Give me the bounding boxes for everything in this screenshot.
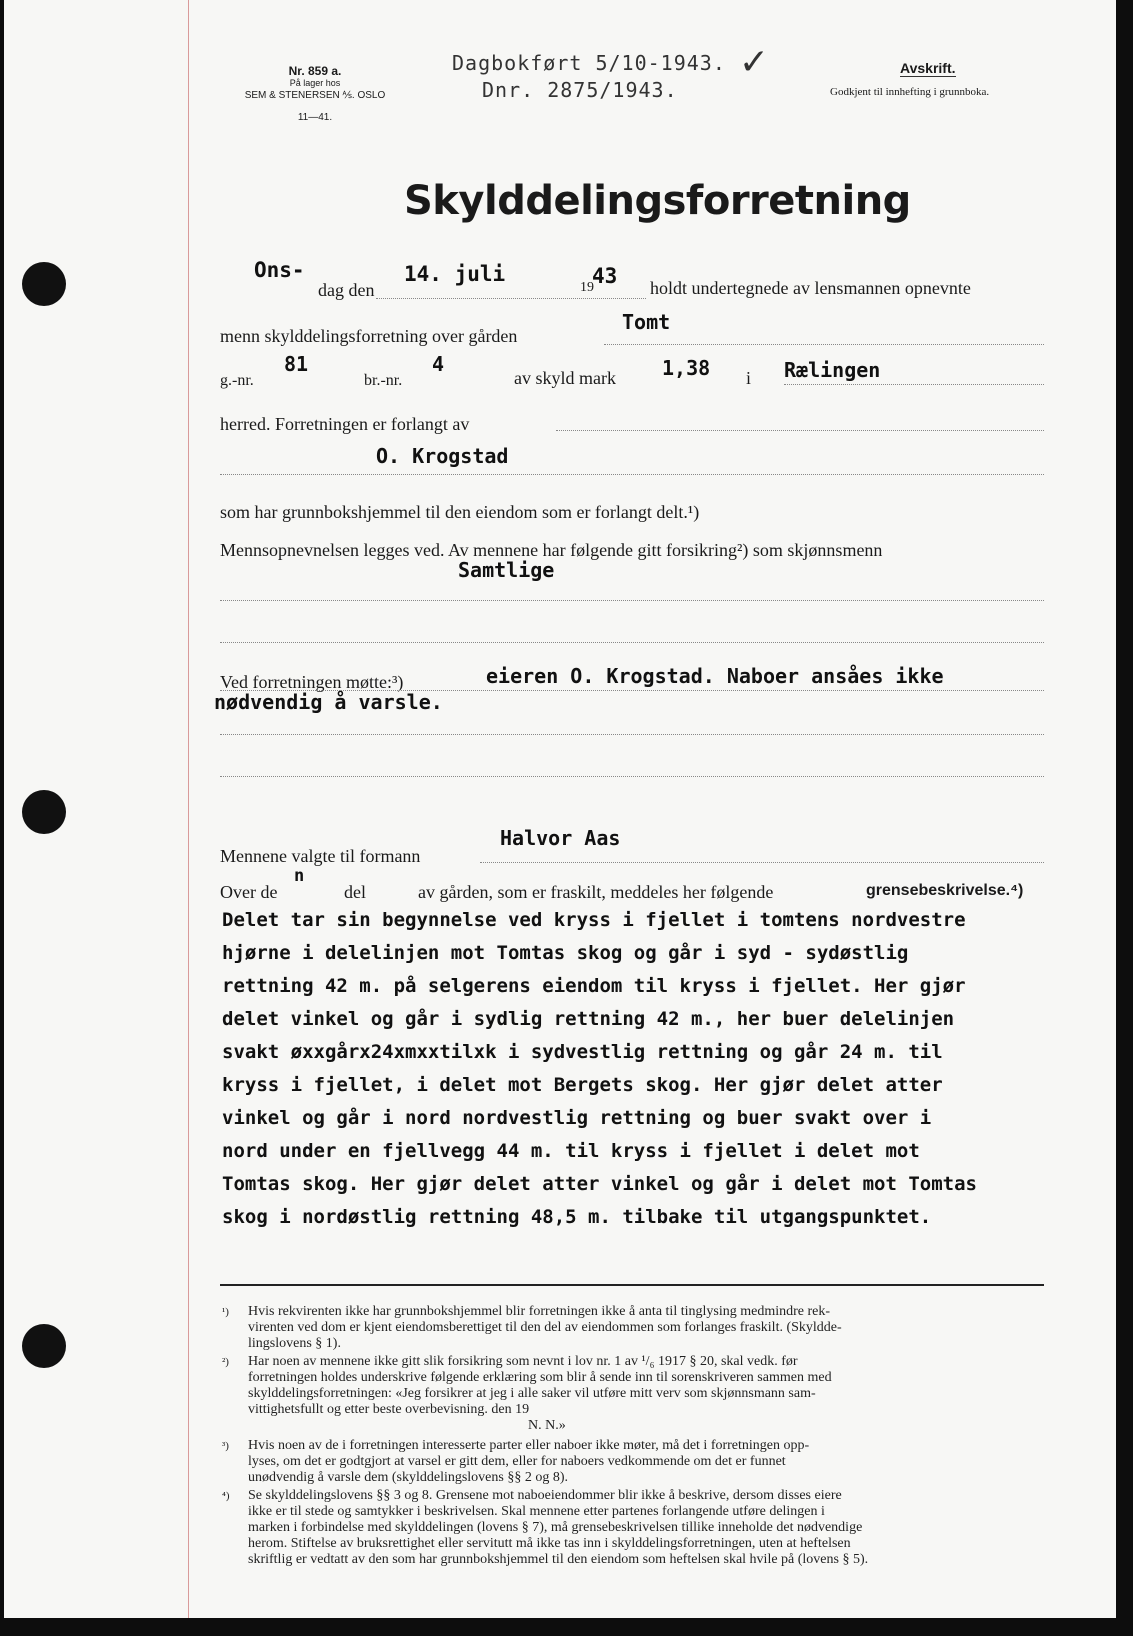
- footnote-line: Se skylddelingslovens §§ 3 og 8. Grensene mot naboeiendommer blir ikke å beskrive, dersom disses eiere: [248, 1488, 842, 1503]
- footnote-line: lyses, om det er godtgjort at varsel er gitt dem, eller for naboers vedkommende om det er funnet: [248, 1454, 786, 1469]
- fill-line: [220, 642, 1044, 643]
- held-text: holdt undertegnede av lensmannen opnevnte: [650, 278, 971, 298]
- farm-name: Tomt: [622, 310, 671, 334]
- avskrift-label: Avskrift.: [900, 60, 956, 76]
- boundary-line: vinkel og går i nord nordvestlig rettning og buer svakt over i: [222, 1107, 932, 1129]
- footnote-line: N. N.»: [248, 1418, 566, 1433]
- footnote-line: virenten ved dom er kjent eiendomsberettiget til den del av eiendommen som forlanges fraskilt. (Skyldde-: [248, 1320, 842, 1335]
- footnote-number: ¹): [222, 1306, 229, 1318]
- menn-opnevnelse-text: Mennsopnevnelsen legges ved. Av mennene har følgende gitt forsikring²) som skjønnsmenn: [220, 540, 883, 560]
- over-suffix: n: [294, 866, 305, 886]
- requester: O. Krogstad: [376, 444, 509, 468]
- i-label: i: [746, 368, 752, 388]
- margin-line: [188, 0, 189, 1618]
- dagbok-stamp: [452, 42, 770, 83]
- footnote-line: lingslovens § 1).: [248, 1336, 341, 1351]
- document-page: [4, 0, 1116, 1618]
- year-prefix: 19: [580, 280, 594, 295]
- boundary-line: kryss i fjellet, i delet mot Bergets skog. Her gjør delet atter: [222, 1074, 943, 1096]
- fill-line: [220, 734, 1044, 735]
- boundary-line: hjørne i delelinjen mot Tomtas skog og går i syd - sydøstlig: [222, 942, 909, 964]
- footnote-2: [222, 1354, 832, 1434]
- gnr-value: 81: [284, 352, 309, 376]
- footnote-line: ikke er til stede og samtykker i beskrivelsen. Skal mennene etter partenes forlangende utføre delingen i: [248, 1504, 825, 1519]
- footnote-line: Har noen av mennene ikke gitt slik forsikring som nevnt i lov nr. 1 av ¹/₆ 1917 § 20, skal vedk. før: [248, 1354, 798, 1369]
- footnote-line: skylddelingsforretningen: «Jeg forsikrer at jeg i alle saker vil utføre mitt verv som skjønnsmann sam-: [248, 1386, 816, 1401]
- hjemmel-text: som har grunnbokshjemmel til den eiendom som er forlangt delt.¹): [220, 502, 700, 522]
- skyld-value: 1,38: [662, 356, 711, 380]
- fill-line: [784, 384, 1044, 385]
- fill-line: [220, 600, 1044, 601]
- footnote-4: [222, 1488, 869, 1568]
- menn-text: menn skylddelingsforretning over gården: [220, 326, 518, 346]
- fill-line: [220, 474, 1044, 475]
- fraskilt-text: av gården, som er fraskilt, meddeles her følgende: [418, 882, 774, 902]
- del-label: del: [344, 882, 366, 902]
- fill-line: [480, 862, 1044, 863]
- grense-label: grensebeskrivelse.⁴): [866, 882, 1024, 899]
- printer-mark: [230, 64, 400, 125]
- fill-line: [604, 344, 1044, 345]
- footnote-1: [222, 1304, 842, 1352]
- footnote-number: ⁴): [222, 1490, 230, 1502]
- fill-line: [220, 776, 1044, 777]
- footnote-divider: [220, 1284, 1044, 1286]
- footnote-line: Hvis noen av de i forretningen interesserte parter eller naboer ikke møter, må det i forretningen opp-: [248, 1438, 810, 1453]
- publisher-name: SEM & STENERSEN ⅍. OSLO: [244, 90, 386, 101]
- fill-line: [556, 430, 1044, 431]
- footnote-line: unødvendig å varsle dem (skylddelingslovens §§ 2 og 8).: [248, 1470, 569, 1485]
- footnote-number: ³): [222, 1440, 229, 1452]
- boundary-line: Delet tar sin begynnelse ved kryss i fjellet i tomtens nordvestre: [222, 909, 966, 931]
- boundary-line: delet vinkel og går i sydlig rettning 42 m., her buer delelinjen: [222, 1008, 955, 1030]
- municipality: Rælingen: [784, 358, 881, 382]
- dagbok-stamp-text: Dagbokført 5/10-1943.: [452, 51, 726, 75]
- form-number: Nr. 859 a.: [288, 64, 342, 78]
- punch-hole: [22, 790, 66, 834]
- godkjent-label: Godkjent til innhefting i grunnboka.: [830, 86, 990, 98]
- weekday: Ons-: [254, 258, 305, 282]
- check-mark-icon: ✓: [738, 42, 771, 83]
- boundary-description: [222, 904, 977, 1234]
- punch-hole: [22, 262, 66, 306]
- date-value: 14. juli: [404, 262, 506, 286]
- footnote-3: [222, 1438, 810, 1486]
- formann-value: Halvor Aas: [500, 826, 621, 850]
- footnote-line: skriftlig er vedtatt av den som har grunnbokshjemmel til den eiendom som heftelsen skal hvile på (lovens § 5).: [248, 1552, 869, 1567]
- print-date: 11—41.: [297, 112, 333, 123]
- publisher-line: På lager hos: [289, 78, 341, 88]
- punch-hole: [22, 1324, 66, 1368]
- boundary-line: skog i nordøstlig rettning 48,5 m. tilbake til utgangspunktet.: [222, 1206, 932, 1228]
- boundary-line: Tomtas skog. Her gjør delet atter vinkel og går i delet mot Tomtas: [222, 1173, 977, 1195]
- boundary-line: svakt øxxgårx24xmxxtilxk i sydvestlig rettning og går 24 m. til: [222, 1041, 943, 1063]
- footnote-line: Hvis rekvirenten ikke har grunnbokshjemmel blir forretningen ikke å anta til tinglysing medmindre rek-: [248, 1304, 831, 1319]
- year-value: 43: [592, 264, 618, 288]
- attendance-line: eieren O. Krogstad. Naboer ansåes ikke: [486, 664, 944, 688]
- footnote-number: ²): [222, 1356, 229, 1368]
- bnr-label: br.-nr.: [364, 372, 403, 389]
- dnr-stamp: Dnr. 2875/1943.: [482, 78, 678, 102]
- gnr-label: g.-nr.: [220, 372, 254, 389]
- dag-den-label: dag den: [318, 280, 375, 300]
- fill-line: [376, 298, 646, 299]
- page-title: Skylddelingsforretning: [404, 178, 911, 224]
- boundary-line: nord under en fjellvegg 44 m. til kryss i fjellet i delet mot: [222, 1140, 920, 1162]
- mote-label: Ved forretningen møtte:³): [220, 672, 404, 692]
- insured-value: Samtlige: [458, 558, 555, 582]
- footnote-line: marken i forbindelse med skylddelingen (lovens § 7), må grensebeskrivelsen tillike inneholde det nødvendige: [248, 1520, 863, 1535]
- footnote-line: herom. Stiftelse av bruksrettighet eller servitutt må ikke tas inn i skylddelingsforretningen, uten at heftelsen: [248, 1536, 851, 1551]
- skyld-label: av skyld mark: [514, 368, 616, 388]
- bnr-value: 4: [432, 352, 445, 376]
- footnote-line: vittighetsfullt og etter beste overbevisning. den 19: [248, 1402, 530, 1417]
- footnote-line: forretningen holdes underskrive følgende erklæring som blir å sende inn til sorenskriveren sammen med: [248, 1370, 832, 1385]
- formann-label: Mennene valgte til formann: [220, 846, 421, 866]
- herred-text: herred. Forretningen er forlangt av: [220, 414, 470, 434]
- fill-line: [220, 690, 1044, 691]
- boundary-line: rettning 42 m. på selgerens eiendom til kryss i fjellet. Her gjør: [222, 975, 966, 997]
- attendance-line: nødvendig å varsle.: [214, 690, 443, 714]
- over-label: Over de: [220, 882, 278, 902]
